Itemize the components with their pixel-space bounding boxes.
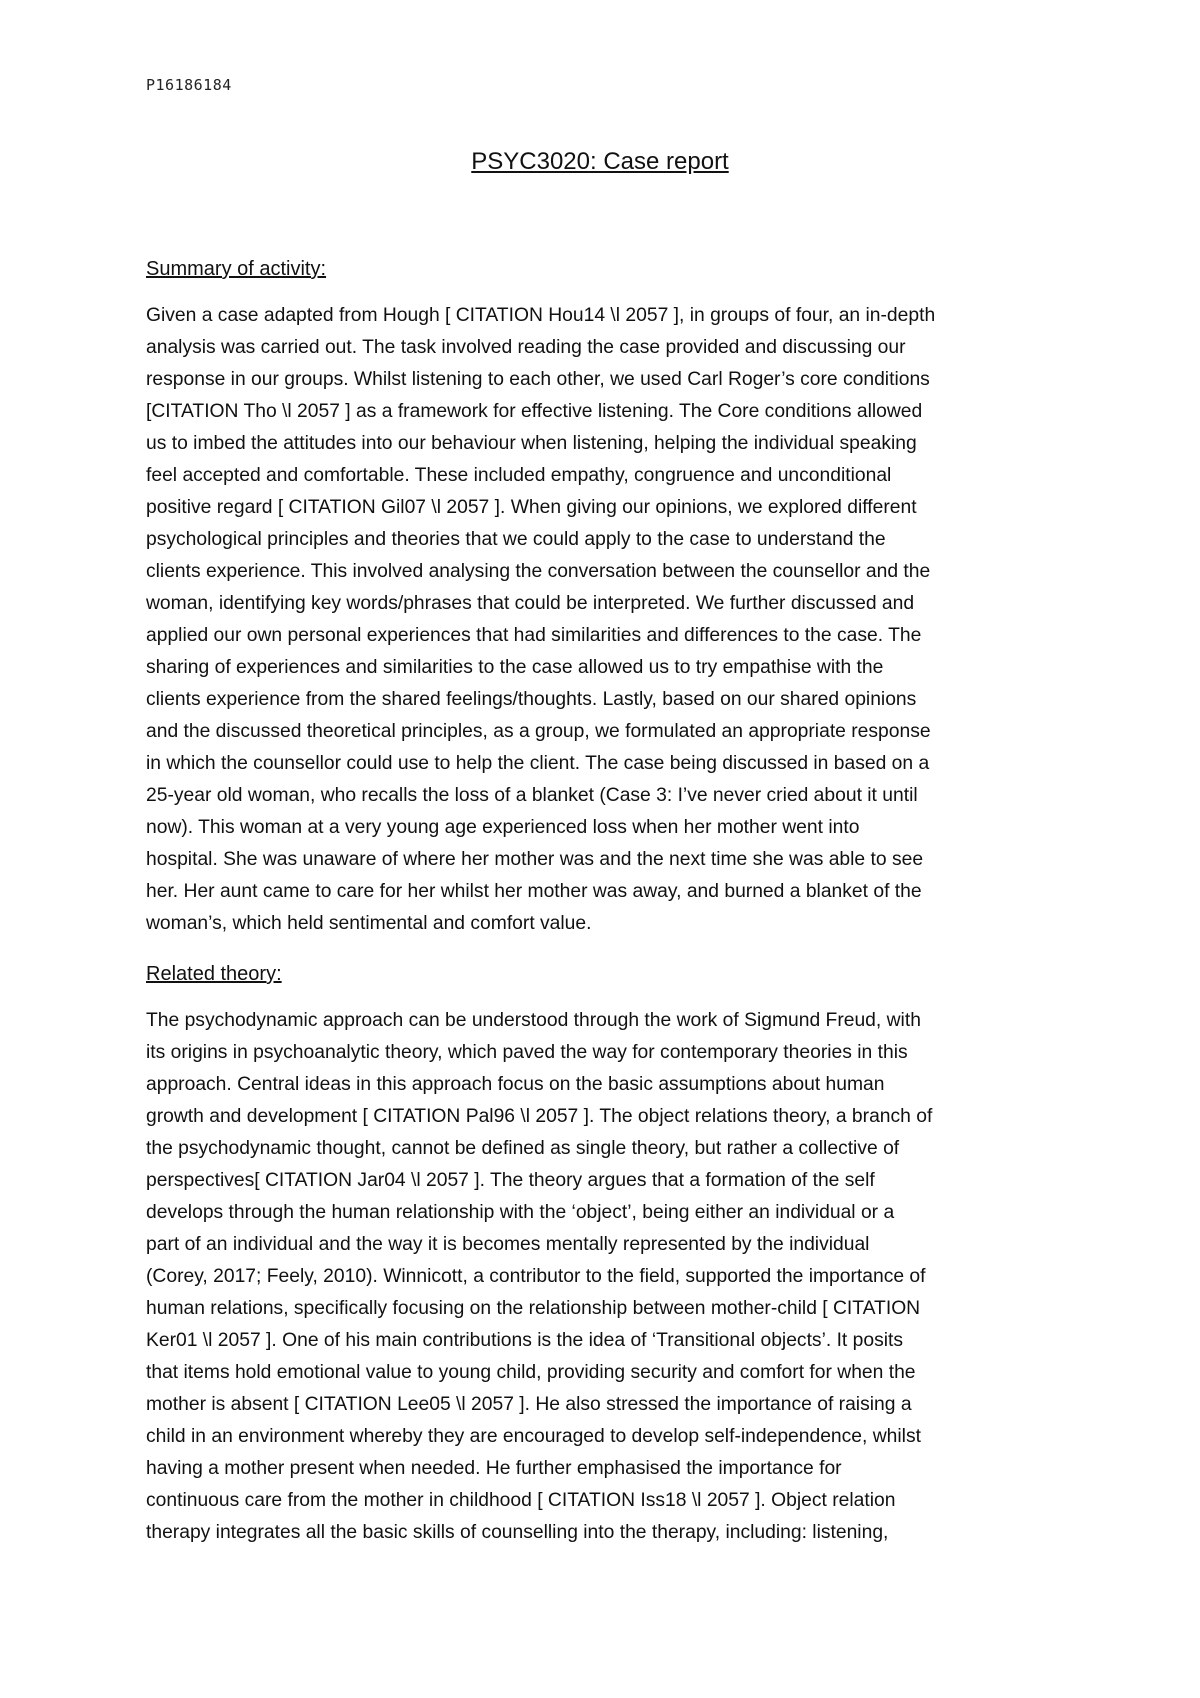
text-line: psychological principles and theories that we could apply to the case to understand the <box>146 529 886 550</box>
text-line: feel accepted and comfortable. These included empathy, congruence and unconditional <box>146 465 892 486</box>
related-theory-heading: Related theory: <box>146 963 282 985</box>
summary-heading: Summary of activity: <box>146 258 327 280</box>
text-line: positive regard [ CITATION Gil07 \l 2057 ]. When giving our opinions, we explored different <box>146 497 917 518</box>
text-line: us to imbed the attitudes into our behaviour when listening, helping the individual speaking <box>146 433 917 454</box>
summary-paragraph <box>146 300 1076 940</box>
text-line: child in an environment whereby they are encouraged to develop self-independence, whilst <box>146 1426 921 1447</box>
text-line: having a mother present when needed. He further emphasised the importance for <box>146 1458 842 1479</box>
text-line: woman, identifying key words/phrases that could be interpreted. We further discussed and <box>146 593 915 614</box>
text-line: 25-year old woman, who recalls the loss of a blanket (Case 3: I’ve never cried about it until <box>146 785 918 806</box>
text-line: her. Her aunt came to care for her whilst her mother was away, and burned a blanket of the <box>146 881 922 902</box>
text-line: therapy integrates all the basic skills of counselling into the therapy, including: listening, <box>146 1522 889 1543</box>
text-line: Given a case adapted from Hough [ CITATION Hou14 \l 2057 ], in groups of four, an in-depth <box>146 305 936 326</box>
text-line: its origins in psychoanalytic theory, which paved the way for contemporary theories in this <box>146 1042 908 1063</box>
text-line: clients experience. This involved analysing the conversation between the counsellor and the <box>146 561 931 582</box>
text-line: applied our own personal experiences that had similarities and differences to the case. The <box>146 625 922 646</box>
text-line: sharing of experiences and similarities to the case allowed us to try empathise with the <box>146 657 884 678</box>
text-line: develops through the human relationship with the ‘object’, being either an individual or a <box>146 1202 895 1223</box>
text-line: analysis was carried out. The task involved reading the case provided and discussing our <box>146 337 906 358</box>
text-line: [CITATION Tho \l 2057 ] as a framework for effective listening. The Core conditions allowed <box>146 401 923 422</box>
text-line: response in our groups. Whilst listening to each other, we used Carl Roger’s core conditions <box>146 369 930 390</box>
text-line: (Corey, 2017; Feely, 2010). Winnicott, a contributor to the field, supported the importance of <box>146 1266 926 1287</box>
text-line: that items hold emotional value to young child, providing security and comfort for when the <box>146 1362 916 1383</box>
text-line: clients experience from the shared feelings/thoughts. Lastly, based on our shared opinions <box>146 689 917 710</box>
text-line: in which the counsellor could use to help the client. The case being discussed in based on a <box>146 753 930 774</box>
text-line: the psychodynamic thought, cannot be defined as single theory, but rather a collective of <box>146 1138 900 1159</box>
page-title: PSYC3020: Case report <box>471 148 729 175</box>
text-line: hospital. She was unaware of where her mother was and the next time she was able to see <box>146 849 924 870</box>
text-line: human relations, specifically focusing on the relationship between mother-child [ CITATION <box>146 1298 921 1319</box>
text-line: perspectives[ CITATION Jar04 \l 2057 ]. The theory argues that a formation of the self <box>146 1170 875 1191</box>
text-line: mother is absent [ CITATION Lee05 \l 2057 ]. He also stressed the importance of raising a <box>146 1394 912 1415</box>
text-line: Ker01 \l 2057 ]. One of his main contributions is the idea of ‘Transitional objects’. It posits <box>146 1330 904 1351</box>
text-line: now). This woman at a very young age experienced loss when her mother went into <box>146 817 860 838</box>
text-line: and the discussed theoretical principles, as a group, we formulated an appropriate response <box>146 721 931 742</box>
text-line: The psychodynamic approach can be understood through the work of Sigmund Freud, with <box>146 1010 921 1031</box>
text-line: part of an individual and the way it is becomes mentally represented by the individual <box>146 1234 870 1255</box>
text-line: approach. Central ideas in this approach focus on the basic assumptions about human <box>146 1074 885 1095</box>
text-line: continuous care from the mother in childhood [ CITATION Iss18 \l 2057 ]. Object relation <box>146 1490 896 1511</box>
text-line: woman’s, which held sentimental and comfort value. <box>146 913 592 934</box>
related-theory-paragraph <box>146 1005 1076 1549</box>
student-id-header: P16186184 <box>146 76 232 94</box>
text-line: growth and development [ CITATION Pal96 \l 2057 ]. The object relations theory, a branch of <box>146 1106 933 1127</box>
